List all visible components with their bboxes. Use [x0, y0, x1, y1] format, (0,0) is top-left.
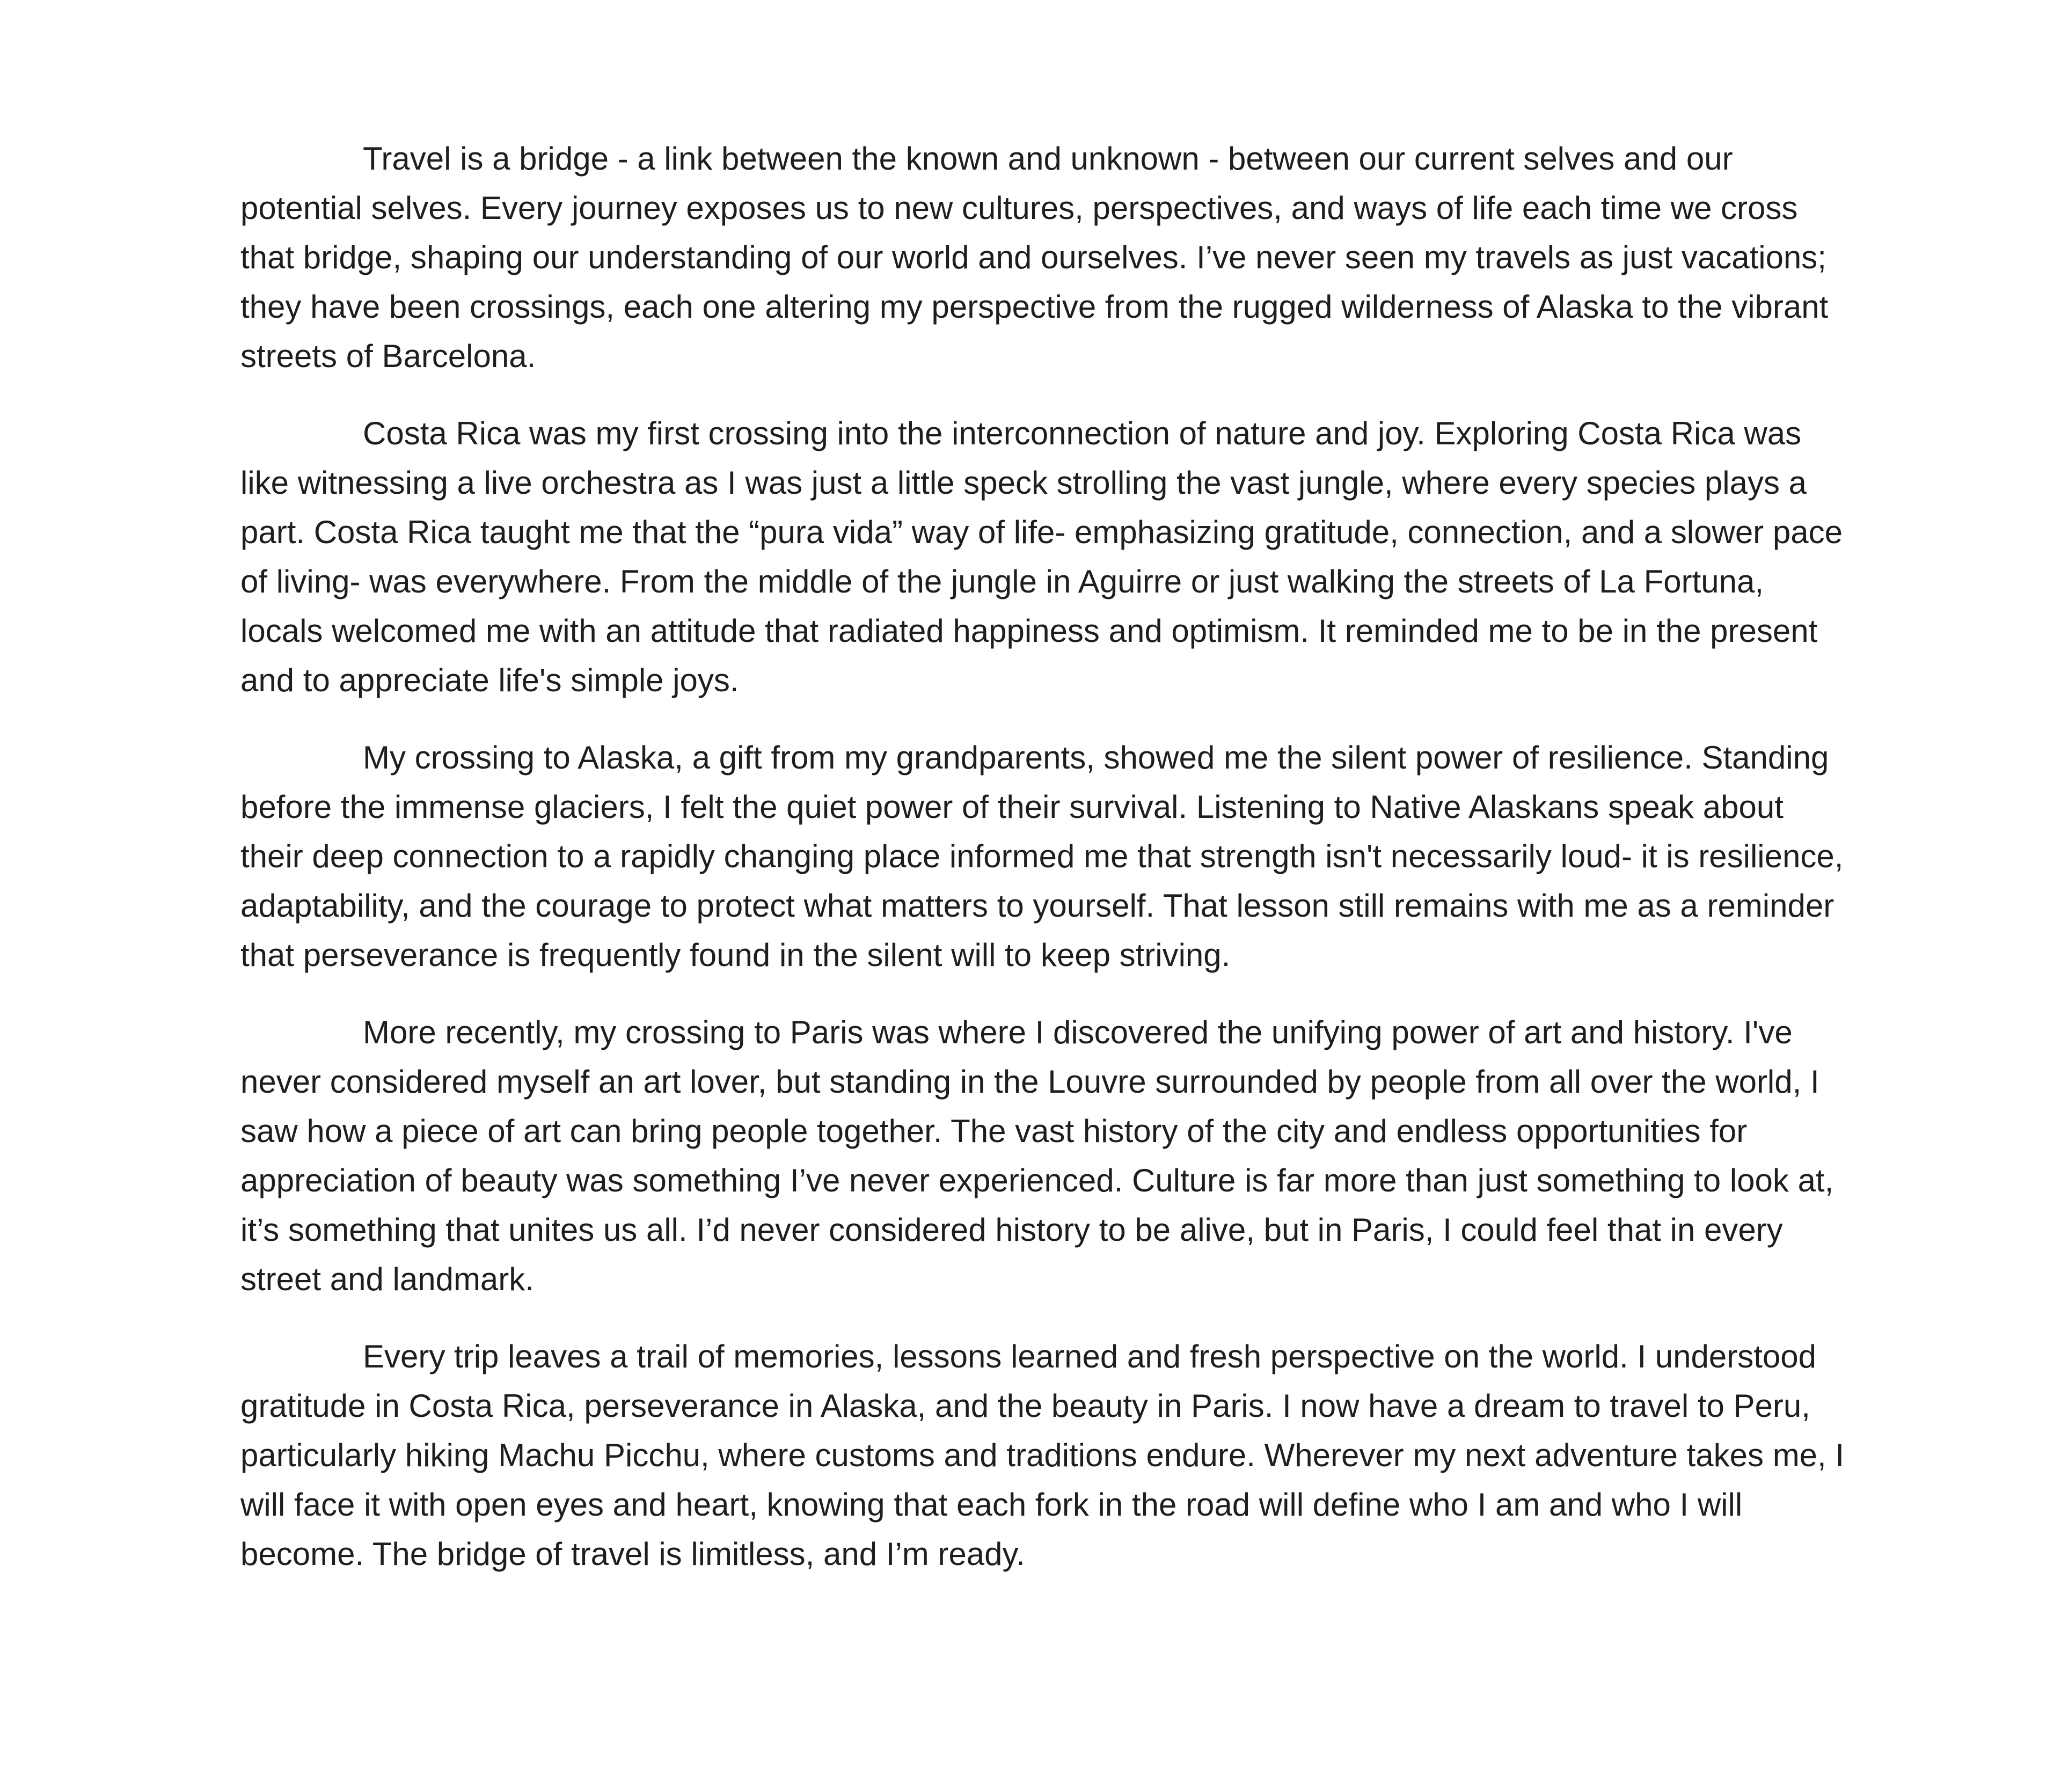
paragraph-paris: More recently, my crossing to Paris was where I discovered the unifying power of art and history. I've never considered myself an art lover, but standing in the Louvre surrounded by people from all over the world, I saw how a piece of art can bring people together. The vast history of the city and endless opportunities for appreciation of beauty was something I’ve never experienced. Culture is far more than just something to look at, it’s something that unites us all. I’d never considered history to be alive, but in Paris, I could feel that in every street and landmark.	[240, 1014, 1834, 1297]
essay-body	[240, 134, 1845, 1579]
paragraph-conclusion: Every trip leaves a trail of memories, lessons learned and fresh perspective on the world. I understood gratitude in Costa Rica, perseverance in Alaska, and the beauty in Paris. I now have a dream to travel to Peru, particularly hiking Machu Picchu, where customs and traditions endure. Wherever my next adventure takes me, I will face it with open eyes and heart, knowing that each fork in the road will define who I am and who I will become. The bridge of travel is limitless, and I’m ready.	[240, 1338, 1845, 1572]
paragraph-costa-rica: Costa Rica was my first crossing into the interconnection of nature and joy. Exploring Costa Rica was like witnessing a live orchestra as I was just a little speck strolling the vast jungle, where every species plays a part. Costa Rica taught me that the “pura vida” way of life- emphasizing gratitude, connection, and a slower pace of living- was everywhere. From the middle of the jungle in Aguirre or just walking the streets of La Fortuna, locals welcomed me with an attitude that radiated happiness and optimism. It reminded me to be in the present and to appreciate life's simple joys.	[240, 415, 1843, 698]
paragraph-intro: Travel is a bridge - a link between the known and unknown - between our current selves and our potential selves. Every journey exposes us to new cultures, perspectives, and ways of life each time we cross that bridge, shaping our understanding of our world and ourselves. I’ve never seen my travels as just vacations; they have been crossings, each one altering my perspective from the rugged wilderness of Alaska to the vibrant streets of Barcelona.	[240, 141, 1829, 374]
paragraph-alaska: My crossing to Alaska, a gift from my grandparents, showed me the silent power of resilience. Standing before the immense glaciers, I felt the quiet power of their survival. Listening to Native Alaskans speak about their deep connection to a rapidly changing place informed me that strength isn't necessarily loud- it is resilience, adaptability, and the courage to protect what matters to yourself. That lesson still remains with me as a reminder that perseverance is frequently found in the silent will to keep striving.	[240, 740, 1844, 973]
